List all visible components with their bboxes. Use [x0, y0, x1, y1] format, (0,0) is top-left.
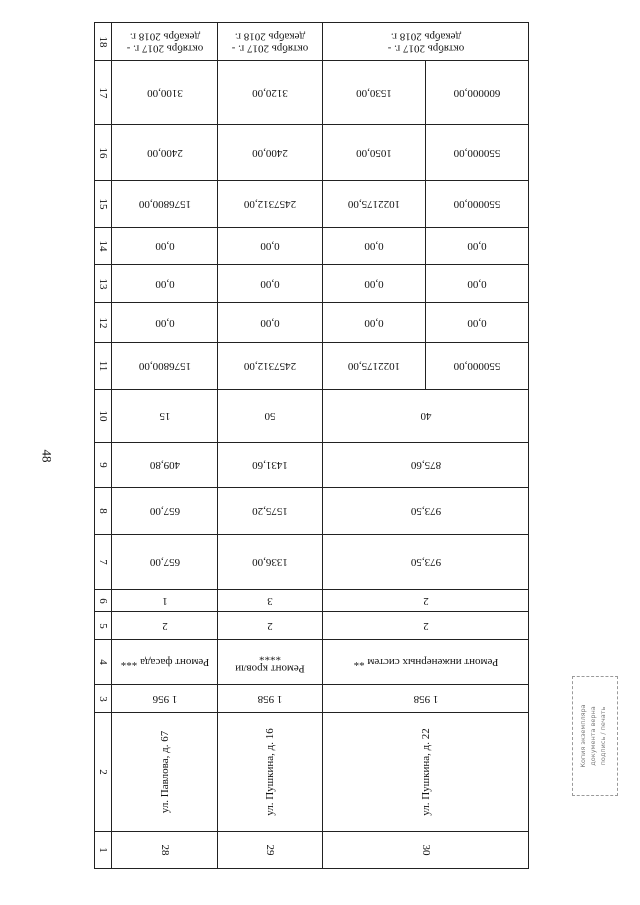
cell-r30-c5: 2 — [323, 612, 529, 640]
cell-r29-c9: 1431,60 — [218, 443, 323, 488]
column-number-cell: 7 — [95, 535, 112, 590]
cell-r28-c7: 657,00 — [112, 535, 218, 590]
column-number-cell: 10 — [95, 390, 112, 443]
cell-r29-c10: 50 — [218, 390, 323, 443]
column-number-cell: 12 — [95, 303, 112, 343]
cell-r30-c17a: 1530,00 — [323, 61, 426, 125]
cell-r29-c17: 3120,00 — [218, 61, 323, 125]
cell-r29-c5: 2 — [218, 612, 323, 640]
cell-r28-c14: 0,00 — [112, 228, 218, 265]
cell-r30-c13b: 0,00 — [426, 265, 529, 303]
page-number: 48 — [39, 449, 54, 463]
cell-r29-c8: 1575,20 — [218, 488, 323, 535]
cell-r30-c17b: 600000,00 — [426, 61, 529, 125]
stamp-line-3: подпись / печать — [599, 706, 607, 766]
column-number-cell: 1 — [95, 832, 112, 869]
cell-r30-c13a: 0,00 — [323, 265, 426, 303]
column-number-cell: 5 — [95, 612, 112, 640]
cell-r30-no: 30 — [323, 832, 529, 869]
cell-r28-c12: 0,00 — [112, 303, 218, 343]
cell-r30-c8: 973,50 — [323, 488, 529, 535]
cell-r30-c12a: 0,00 — [323, 303, 426, 343]
cell-r28-c5: 2 — [112, 612, 218, 640]
cell-r30-c14b: 0,00 — [426, 228, 529, 265]
cell-r30-c15b: 550000,00 — [426, 181, 529, 228]
cell-r30-address: ул. Пушкина, д. 22 — [323, 713, 529, 832]
cell-r30-c10: 40 — [323, 390, 529, 443]
cell-r29-c4: Ремонт кровли **** — [218, 640, 323, 685]
cell-r28-c4: Ремонт фасада *** — [112, 640, 218, 685]
cell-r29-c16: 2400,00 — [218, 125, 323, 181]
column-number-cell: 6 — [95, 590, 112, 612]
cell-r30-c14a: 0,00 — [323, 228, 426, 265]
cell-r28-c8: 657,00 — [112, 488, 218, 535]
cell-r30-c15a: 1022175,00 — [323, 181, 426, 228]
cell-r29-address: ул. Пушкина, д. 16 — [218, 713, 323, 832]
cell-r30-c11a: 1022175,00 — [323, 343, 426, 390]
certification-stamp — [572, 676, 618, 796]
column-number-cell: 17 — [95, 61, 112, 125]
cell-r30-c9: 875,60 — [323, 443, 529, 488]
cell-r28-no: 28 — [112, 832, 218, 869]
cell-r29-c14: 0,00 — [218, 228, 323, 265]
cell-r30-c6: 2 — [323, 590, 529, 612]
column-number-cell: 14 — [95, 228, 112, 265]
cell-r29-c11: 2457312,00 — [218, 343, 323, 390]
column-number-cell: 16 — [95, 125, 112, 181]
cell-r28-c11: 1576800,00 — [112, 343, 218, 390]
cell-r28-c6: 1 — [112, 590, 218, 612]
column-number-cell: 18 — [95, 23, 112, 61]
cell-r28-c16: 2400,00 — [112, 125, 218, 181]
cell-r30-c16a: 1050,00 — [323, 125, 426, 181]
cell-r28-c17: 3100,00 — [112, 61, 218, 125]
cell-r29-c6: 3 — [218, 590, 323, 612]
column-number-cell: 15 — [95, 181, 112, 228]
column-number-cell: 13 — [95, 265, 112, 303]
cell-r30-c12b: 0,00 — [426, 303, 529, 343]
cell-r29-c12: 0,00 — [218, 303, 323, 343]
column-number-cell: 8 — [95, 488, 112, 535]
cell-r29-c13: 0,00 — [218, 265, 323, 303]
cell-r28-c18: октябрь 2017 г. - декабрь 2018 г. — [112, 23, 218, 61]
cell-r29-c15: 2457312,00 — [218, 181, 323, 228]
cell-r30-c18: октябрь 2017 г. - декабрь 2018 г. — [323, 23, 529, 61]
cell-r28-c13: 0,00 — [112, 265, 218, 303]
cell-r30-c11b: 550000,00 — [426, 343, 529, 390]
column-number-cell: 2 — [95, 713, 112, 832]
cell-r29-c18: октябрь 2017 г. - декабрь 2018 г. — [218, 23, 323, 61]
stamp-line-2: документа верна — [589, 706, 597, 766]
stamp-line-1: Копия экземпляра — [579, 704, 587, 768]
cell-r28-c3: 1 956 — [112, 685, 218, 713]
column-number-cell: 3 — [95, 685, 112, 713]
cell-r28-c15: 1576800,00 — [112, 181, 218, 228]
column-number-cell: 11 — [95, 343, 112, 390]
cell-r30-c3: 1 958 — [323, 685, 529, 713]
column-number-cell: 4 — [95, 640, 112, 685]
cell-r29-c7: 1336,00 — [218, 535, 323, 590]
cell-r28-c10: 15 — [112, 390, 218, 443]
cell-r30-c16b: 550000,00 — [426, 125, 529, 181]
cell-r28-c9: 409,80 — [112, 443, 218, 488]
column-number-cell: 9 — [95, 443, 112, 488]
cell-r28-address: ул. Павлова, д. 67 — [112, 713, 218, 832]
cell-r29-c3: 1 958 — [218, 685, 323, 713]
repair-schedule-table — [94, 22, 529, 869]
cell-r30-c4: Ремонт инженерных систем ** — [323, 640, 529, 685]
cell-r29-no: 29 — [218, 832, 323, 869]
cell-r30-c7: 973,50 — [323, 535, 529, 590]
